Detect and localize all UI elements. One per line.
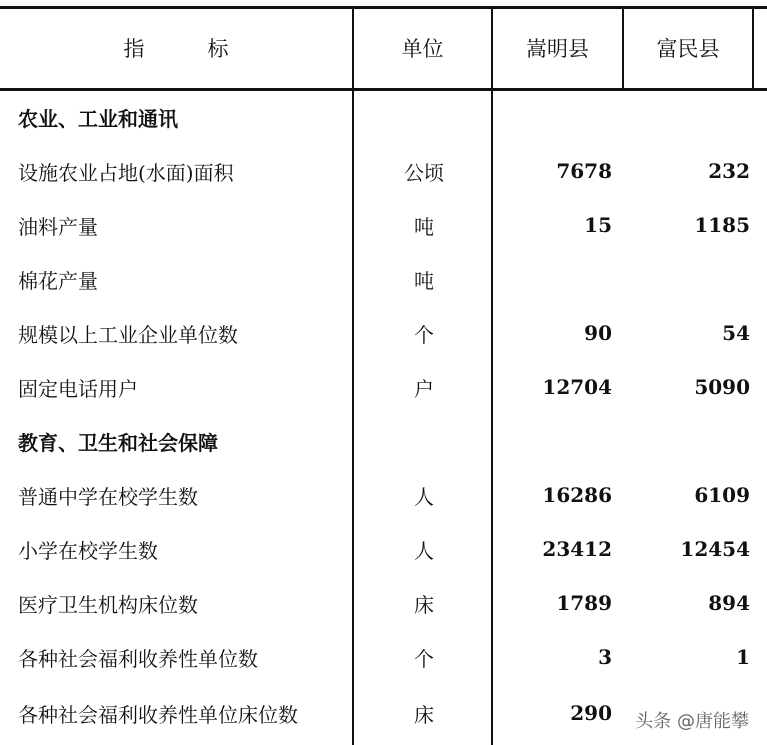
row-fumin-value: 1185 (694, 213, 750, 237)
row-fumin-value: 232 (708, 159, 750, 183)
header-unit: 单位 (401, 37, 444, 61)
row-fumin-value: 6109 (694, 483, 750, 507)
row-unit: 户 (414, 376, 434, 401)
row-indicator: 医疗卫生机构床位数 (18, 592, 198, 617)
row-songming-value: 1789 (556, 591, 612, 615)
column-divider-4 (752, 8, 754, 90)
row-unit: 人 (414, 538, 434, 563)
row-unit: 公顷 (404, 160, 444, 185)
row-songming-value: 3 (598, 645, 612, 669)
row-fumin-value: 5090 (694, 375, 750, 399)
row-indicator: 各种社会福利收养性单位床位数 (18, 702, 298, 727)
row-unit: 个 (414, 646, 434, 671)
row-fumin-value: 12454 (680, 537, 750, 561)
row-unit: 床 (414, 592, 434, 617)
row-songming-value: 15 (584, 213, 612, 237)
row-unit: 人 (414, 484, 434, 509)
header-county-songming: 嵩明县 (526, 37, 589, 61)
row-indicator: 各种社会福利收养性单位数 (18, 646, 258, 671)
row-indicator: 普通中学在校学生数 (18, 484, 198, 509)
row-fumin-value: 1 (736, 645, 750, 669)
row-indicator: 小学在校学生数 (18, 538, 158, 563)
row-unit: 个 (414, 322, 434, 347)
row-songming-value: 90 (584, 321, 612, 345)
row-unit: 床 (414, 702, 434, 727)
row-indicator: 固定电话用户 (18, 376, 138, 401)
row-indicator: 棉花产量 (18, 268, 98, 293)
row-songming-value: 16286 (542, 483, 612, 507)
row-unit: 吨 (414, 214, 434, 239)
row-indicator: 设施农业占地(水面)面积 (18, 160, 234, 185)
row-songming-value: 7678 (556, 159, 612, 183)
row-fumin-value: 54 (722, 321, 750, 345)
header-county-fumin: 富民县 (656, 37, 720, 61)
section-title: 教育、卫生和社会保障 (18, 430, 218, 455)
column-divider-1 (352, 8, 354, 745)
watermark: 头条 @唐能攀 (635, 711, 749, 732)
header-indicator: 指 标 (123, 37, 229, 61)
row-indicator: 规模以上工业企业单位数 (18, 322, 238, 347)
row-unit: 吨 (414, 268, 434, 293)
row-songming-value: 12704 (542, 375, 612, 399)
row-songming-value: 23412 (542, 537, 612, 561)
section-title: 农业、工业和通讯 (18, 106, 178, 131)
row-songming-value: 290 (570, 701, 612, 725)
row-fumin-value: 894 (708, 591, 750, 615)
row-indicator: 油料产量 (18, 214, 98, 239)
